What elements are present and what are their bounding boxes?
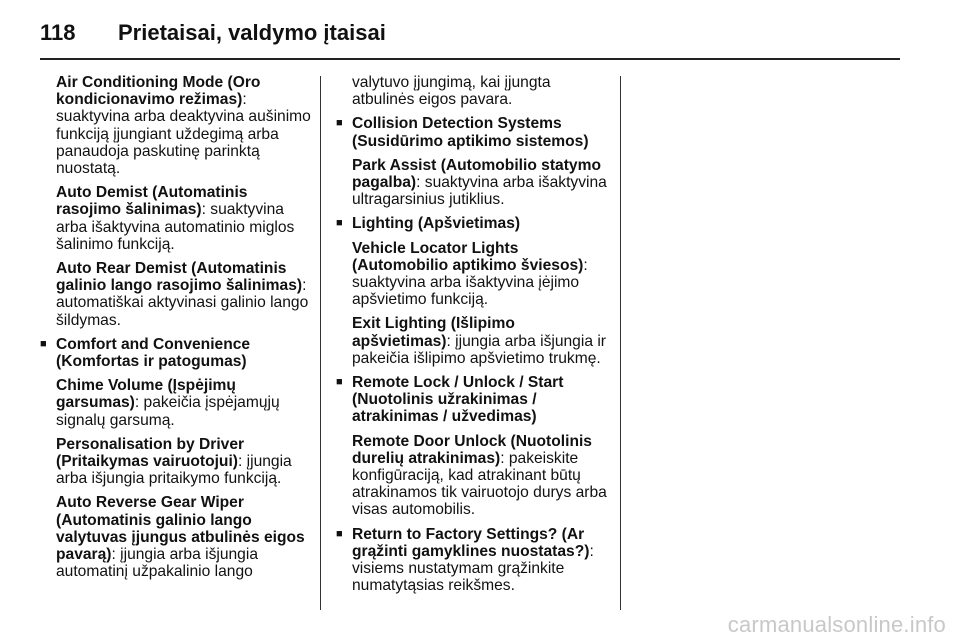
page-number: 118 [40,20,76,45]
column-left [40,74,315,587]
entry-park-assist [352,157,616,209]
entry-remote-door-unlock [352,433,616,519]
entry-personalisation [56,436,315,488]
bullet-heading: Comfort and Convenience (Komfortas ir patogumas) [56,335,251,371]
bullet-heading: Collision Detection Systems (Susidūrimo aptikimo sistemos) [352,115,589,150]
entry-text: : suaktyvina arba deaktyvina aušinimo funkciją įjungiant uždegimą arba panaudoja paskutinę parinktą nuostatą. [56,91,311,178]
entry-term: Remote Door Unlock (Nuotolinis durelių atrakinimas) [352,432,592,467]
entry-text: : visiems nustatymam grąžinkite numatytąsias reikšmes. [352,542,594,595]
entry-auto-reverse-wiper [56,494,315,580]
column-middle [336,74,616,601]
square-bullet-icon: ■ [336,376,343,389]
page-header [40,14,900,60]
entry-term: Auto Reverse Gear Wiper (Automatinis galinio lango valytuvas įjungus atbulinės eigos pavarą) [56,494,305,564]
entry-term: Vehicle Locator Lights (Automobilio aptikimo šviesos) [352,239,584,274]
entry-text: : automatiškai aktyvinasi galinio lango šildymas. [56,277,309,329]
bullet-heading: Return to Factory Settings? (Ar grąžinti gamyklines nuostatas?) [352,525,590,560]
bullet-body [352,526,616,595]
entry-text: : suaktyvina arba išaktyvina automatinio miglos šalinimo funkciją. [56,201,295,253]
entry-text: : pakeičia įspėjamųjų signalų garsumą. [56,394,280,429]
bullet-collision-detection [336,115,616,149]
entry-exit-lighting [352,315,616,367]
watermark-text: carmanualsonline.info [727,612,946,637]
entry-text: valytuvo įjungimą, kai įjungta atbulinės eigos pavara. [352,74,551,109]
bullet-comfort-convenience [40,336,315,370]
entry-text: : įjungia arba išjungia ir pakeičia išlipimo apšvietimo trukmę. [352,332,606,367]
entry-text: : suaktyvina arba išaktyvina įėjimo apšvietimo funkciją. [352,256,588,309]
entry-auto-rear-demist [56,260,315,329]
square-bullet-icon: ■ [336,117,343,130]
entry-chime-volume [56,377,315,429]
entry-text: : suaktyvina arba išaktyvina ultragarsinius jutiklius. [352,174,607,209]
bullet-remote-lock [336,374,616,426]
entry-text: : įjungia arba išjungia pritaikymo funkciją. [56,453,292,488]
chapter-title: Prietaisai, valdymo įtaisai [118,20,386,45]
entry-air-conditioning-mode [56,74,315,177]
bullet-lighting [336,215,616,232]
column-divider-right [620,76,621,610]
column-divider-left [320,76,321,610]
bullet-heading: Remote Lock / Unlock / Start (Nuotolinis užrakinimas / atrakinimas / užvedimas) [352,374,564,426]
entry-term: Air Conditioning Mode (Oro kondicionavimo režimas) [56,74,261,109]
entry-term: Auto Rear Demist (Automatinis galinio lango rasojimo šalinimas) [56,260,303,295]
square-bullet-icon: ■ [336,527,343,540]
entry-auto-demist [56,184,315,253]
entry-vehicle-locator-lights [352,240,616,309]
square-bullet-icon: ■ [40,337,47,350]
entry-term: Chime Volume (Įspėjimų garsumas) [56,377,236,412]
entry-term: Park Assist (Automobilio statymo pagalba) [352,156,601,192]
bullet-factory-settings [336,526,616,595]
square-bullet-icon: ■ [336,217,343,230]
entry-text: : įjungia arba išjungia automatinį užpakalinio lango [56,546,258,581]
entry-text: : pakeiskite konfigūraciją, kad atrakinant būtų atrakinamos tik vairuotojo durys arba visas automobilis. [352,449,607,519]
entry-continuation [352,74,616,108]
entry-term: Exit Lighting (Išlipimo apšvietimas) [352,315,515,350]
entry-term: Auto Demist (Automatinis rasojimo šalinimas) [56,184,248,219]
entry-term: Personalisation by Driver (Pritaikymas vairuotojui) [56,435,245,471]
bullet-heading: Lighting (Apšvietimas) [352,215,521,233]
